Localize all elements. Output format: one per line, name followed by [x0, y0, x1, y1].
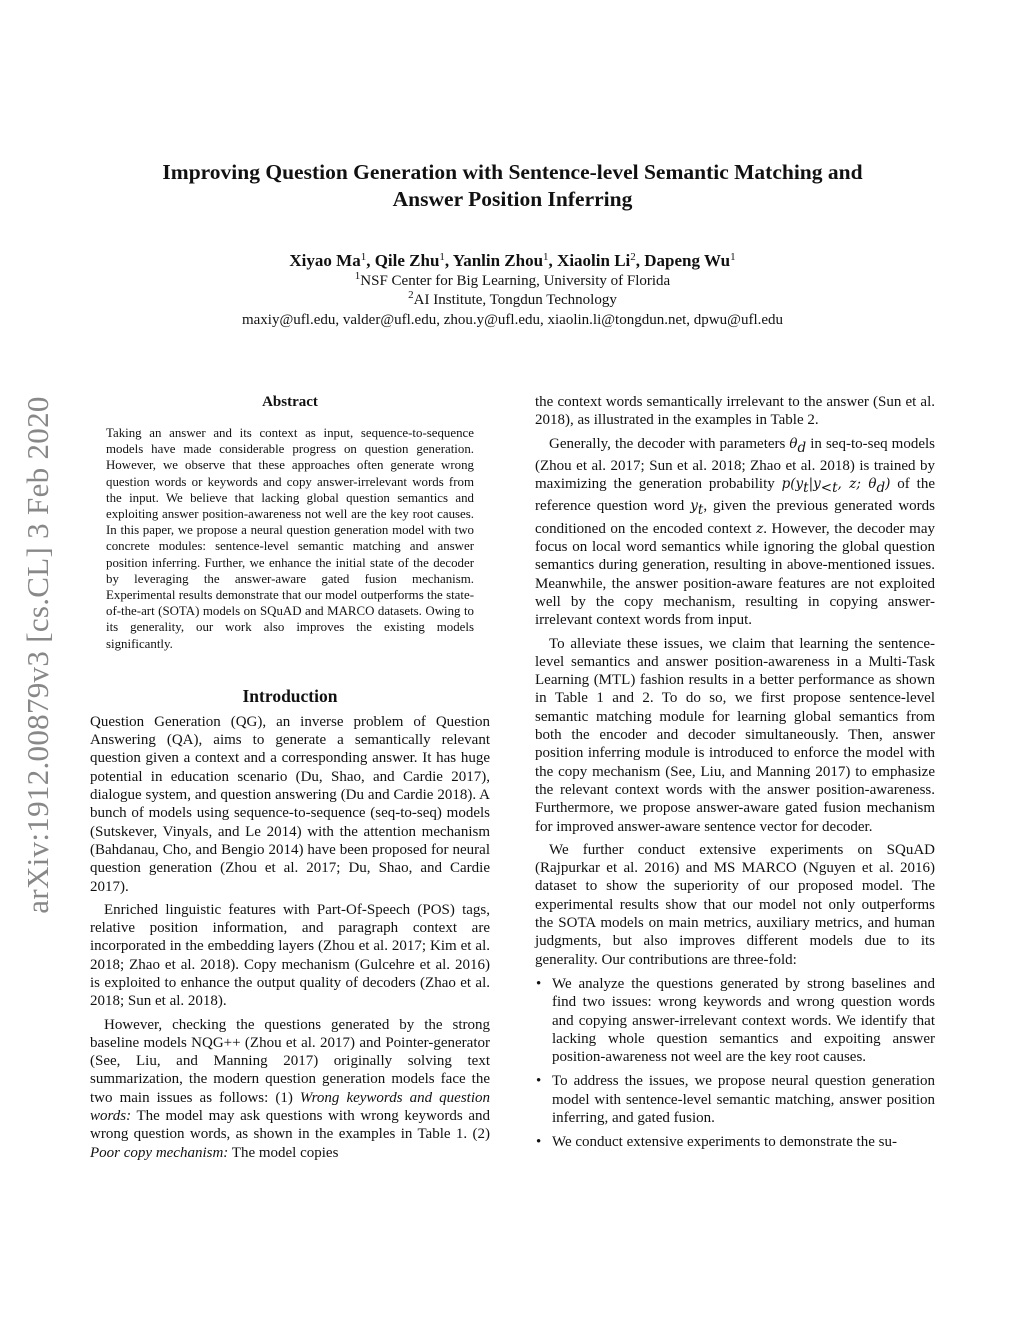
math-prob-sub-lt: <t — [820, 480, 838, 497]
abstract-text: Taking an answer and its context as input, sequence-to-sequence models have made considerable progress on question generation. However, we observe that these approaches often generate wrong question words or keywords and copy answer-irrelevant words from the input. We believe that lacking global question semantics and exploiting answer position-awareness not well are the key root causes. In this paper, we propose a neural question generation model with two concrete modules: sentence-level semantic matching and answer position inferring. Further, we enhance the initial state of the decoder by leveraging the answer-aware gated fusion mechanism. Experimental results demonstrate that our model outperforms the state-of-the-art (SOTA) models on SQuAD and MARCO datasets. Owing to its generality, our work also improves the existing models significantly. — [106, 426, 474, 651]
right-paragraph-2 — [535, 435, 935, 630]
affiliation-1-mark: 1 — [354, 270, 361, 282]
right-paragraph-3: To alleviate these issues, we claim that learning the sentence-level semantics and answer position-awareness in a Multi-Task Learning (MTL) fashion results in a better performance as shown in Table 1 and 2. To do so, we first propose sentence-level semantic matching module for learning global semantics from both the encoder and decoder simultaneously. Then, answer position inferring module is introduced to enforce the model with the copy mechanism (See, Liu, and Manning 2017) to emphasize the relevant context words with the answer position-awareness. Furthermore, we propose answer-aware gated fusion mechanism for improved answer-aware sentence vector for decoder. — [535, 635, 935, 835]
arxiv-identifier: arXiv:1912.00879v3 [cs.CL] 3 Feb 2020 — [20, 396, 55, 914]
arxiv-sidebar-stamp — [18, 365, 58, 945]
contribution-text: We analyze the questions generated by strong baselines and find two issues: wrong keywords and wrong question words and copying answer-irrelevant context words. We identify that lacking whole question semantics and expoiting answer position-awareness not weel are the key root causes. — [552, 975, 935, 1066]
bullet-marker: • — [536, 975, 542, 992]
intro-p3-text-c: The model may ask questions with wrong keywords and wrong question words, as shown in the examples in Table 1. (2) — [90, 1108, 490, 1143]
right-p2-text-d: , given the previous generated words conditioned on the encoded context — [535, 498, 935, 537]
author-affiliation-mark: 1 — [360, 251, 367, 263]
bullet-marker: • — [536, 1073, 542, 1090]
right-paragraph-1: the context words semantically irrelevant to the answer (Sun et al. 2018), as illustrated in the examples in Table 2. — [535, 394, 935, 429]
math-z: z — [756, 520, 764, 537]
math-prob-open: p(y — [781, 476, 804, 493]
author-emails: maxiy@ufl.edu, valder@ufl.edu, zhou.y@ufl.edu, xiaolin.li@tongdun.net, dpwu@ufl.edu — [241, 312, 784, 328]
contributions-list — [535, 975, 935, 1152]
right-p2-text-c: of the reference question word — [535, 476, 935, 515]
title-line-1: Improving Question Generation with Sentence-level Semantic Matching and — [162, 160, 863, 184]
author-separator: , — [366, 251, 375, 270]
author-name: Dapeng Wu — [644, 251, 731, 270]
abstract-heading: Abstract — [262, 394, 318, 410]
author-affiliation-mark: 2 — [630, 251, 636, 263]
math-prob-params: , z; θ — [837, 476, 877, 493]
contribution-text: We conduct extensive experiments to demonstrate the su- — [552, 1134, 897, 1151]
intro-p3-text-e: The model copies — [228, 1144, 339, 1161]
list-item — [536, 1072, 935, 1127]
right-paragraph-4: We further conduct extensive experiments on SQuAD (Rajpurkar et al. 2016) and MS MARCO (Nguyen et al. 2016) dataset to show the superiority of our proposed model. The experimental results show that our model not only outperforms the SOTA models on main metrics, auxiliary metrics, and human judgments, but also improves different models due to its generality. Our contributions are three-fold: — [535, 841, 935, 968]
math-prob-close: ) — [885, 476, 891, 493]
intro-p3-issue-2-label: Poor copy mechanism: — [90, 1144, 229, 1161]
author-name: Xiaolin Li — [557, 251, 631, 270]
title-line-2: Answer Position Inferring — [392, 187, 633, 211]
contribution-text: To address the issues, we propose neural question generation model with sentence-level semantic matching, answer position inferring, and gated fusion. — [552, 1073, 935, 1126]
author-name: Yanlin Zhou — [452, 251, 544, 270]
author-affiliation-mark: 1 — [730, 251, 736, 263]
author-separator: , — [444, 251, 453, 270]
author-list — [90, 250, 935, 272]
math-theta-subscript: d — [797, 439, 807, 456]
math-theta: θ — [789, 435, 798, 452]
affiliation-2-text: AI Institute, Tongdun Technology — [413, 292, 617, 308]
list-item — [536, 1133, 935, 1151]
intro-p3-text-a: However, checking the questions generated by the strong baseline models NQG++ (Zhou et al. 2017) and Pointer-generator (See, Liu, and Manning 2017) originally solving text summarization, the modern question generation models face the two main issues as follows: (1) — [90, 1016, 490, 1106]
affiliation-2 — [90, 291, 935, 310]
intro-paragraph-2: Enriched linguistic features with Part-Of-Speech (POS) tags, relative position information, and paragraph context are incorporated in the embedding layers (Zhou et al. 2017; Kim et al. 2018; Zhao et al. 2018). Copy mechanism (Gulcehre et al. 2016) is exploited to enhance the output quality of decoders (Zhao et al. 2018; Sun et al. 2018). — [90, 901, 490, 1010]
math-prob-sub-t: t — [803, 480, 809, 497]
math-prob-sub-d: d — [876, 480, 886, 497]
introduction-heading: Introduction — [242, 685, 338, 706]
author-separator: , — [635, 251, 645, 270]
intro-paragraph-1: Question Generation (QG), an inverse problem of Question Answering (QA), aims to generate a semantically relevant question given a context and a corresponding answer. It has huge potential in education scenario (Du, Shao, and Cardie 2017), dialogue system, and question answering (Du and Cardie 2018). A bunch of models using sequence-to-sequence (seq-to-seq) models (Sutskever, Vinyals, and Le 2014) with the attention mechanism (Bahdanau, Cho, and Bengio 2014) have been proposed for neural question generation (Zhou et al. 2017; Du, Shao, and Cardie 2017). — [90, 713, 490, 895]
author-separator: , — [548, 251, 558, 270]
math-yt: y — [690, 498, 698, 515]
affiliation-1-text: NSF Center for Big Learning, University of Florida — [360, 273, 671, 289]
paper-title — [90, 159, 935, 213]
author-name: Xiyao Ma — [289, 251, 361, 270]
math-yt-subscript: t — [697, 502, 704, 519]
bullet-marker: • — [536, 1134, 542, 1151]
author-affiliation-mark: 1 — [439, 251, 445, 263]
list-item — [536, 975, 935, 1066]
right-p2-text-a: Generally, the decoder with parameters — [549, 435, 790, 452]
affiliation-1 — [90, 272, 935, 291]
intro-p3-issue-1-label: Wrong keywords and question words: — [90, 1089, 491, 1125]
right-p2-text-e: . However, the decoder may focus on local word semantics while ignoring the global question semantics during generation, resulting in above-mentioned issues. Meanwhile, the answer position-aware features are not exploited well by the copy mechanism, resulting in copying answer-irrelevant context words from input. — [535, 520, 935, 629]
left-column — [90, 392, 490, 1162]
author-affiliation-mark: 1 — [543, 251, 549, 263]
affiliation-2-mark: 2 — [408, 289, 414, 301]
right-p2-text-b: in seq-to-seq models (Zhou et al. 2017; Sun et al. 2018; Zhao et al. 2018) is trained by maximizing the generation probability — [535, 435, 935, 493]
intro-paragraph-3 — [90, 1016, 490, 1162]
right-column — [535, 393, 935, 1158]
author-name: Qile Zhu — [374, 251, 440, 270]
math-prob-given: |y — [808, 476, 821, 493]
